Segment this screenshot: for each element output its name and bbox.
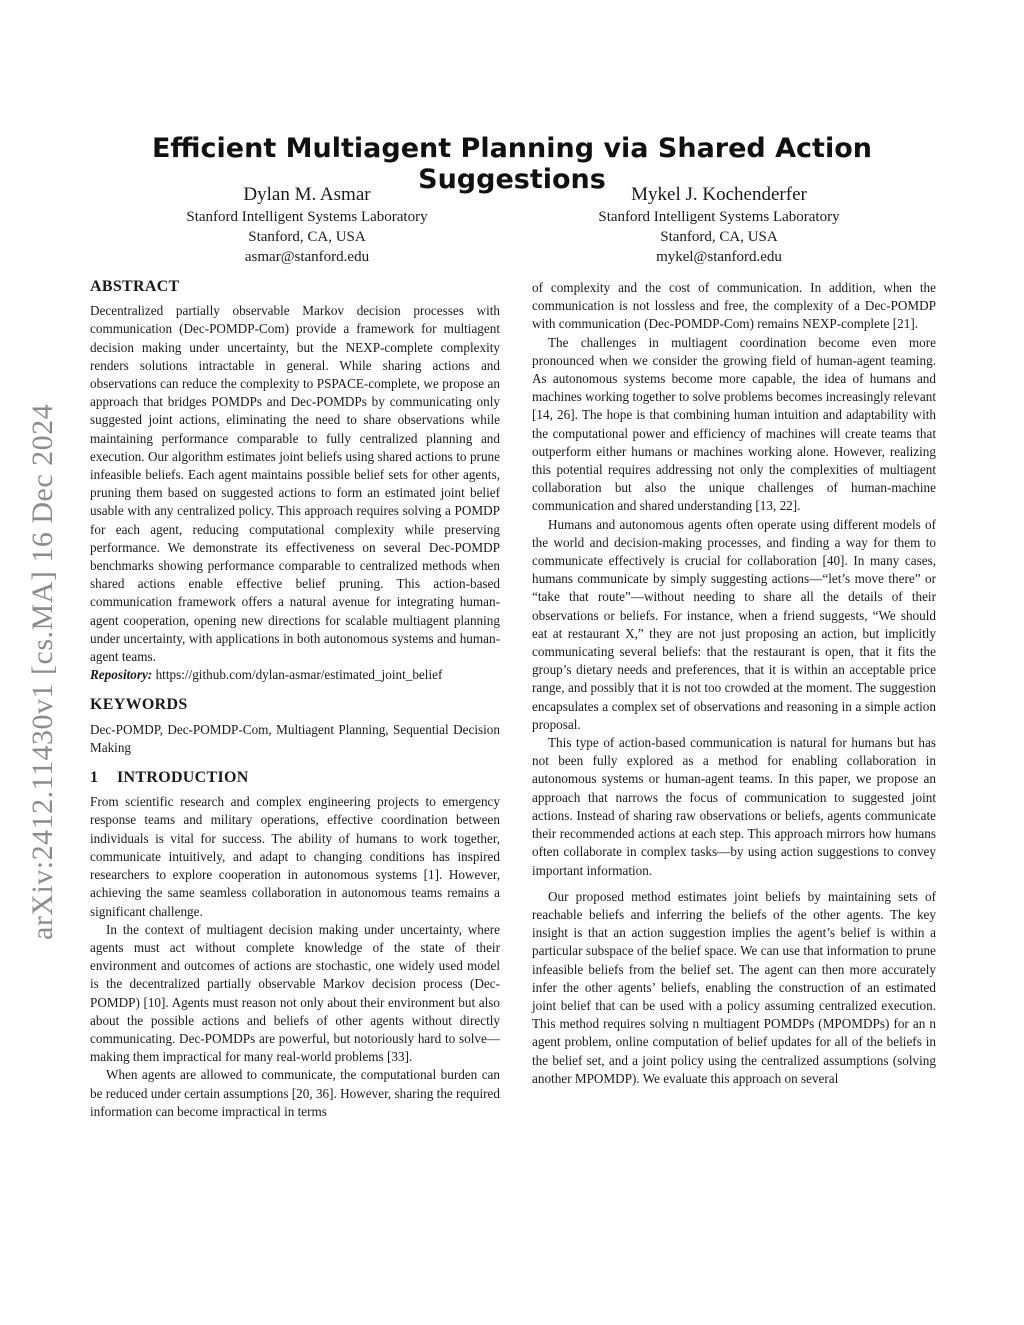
- author-affiliation: Stanford Intelligent Systems Laboratory: [598, 209, 840, 225]
- author-block-1: [127, 183, 487, 267]
- intro-paragraph: From scientific research and complex engineering projects to emergency response teams and military operations, effective coordination between individuals is vital for success. The ability of humans to work together, communicate intuitively, and adapt to changing conditions has inspired researchers to explore cooperation in autonomous systems [1]. However, achieving the same seamless collaboration in autonomous teams remains a significant challenge.: [90, 794, 500, 919]
- intro-paragraph: In the context of multiagent decision making under uncertainty, where agents must act without complete knowledge of the state of their environment and outcomes of actions are stochastic, one widely used model is the decentralized partially observable Markov decision process (Dec-POMDP) [10]. Agents must reason not only about their environment but also about the possible actions and beliefs of other agents without directly communicating. Dec-POMDPs are powerful, but notoriously hard to solve—making them impractical for many real-world problems [33].: [90, 921, 500, 1065]
- author-affiliation: Stanford Intelligent Systems Laboratory: [186, 209, 428, 225]
- introduction-heading: [90, 769, 500, 787]
- repository-label: Repository:: [90, 667, 153, 683]
- author-name: Dylan M. Asmar: [243, 184, 371, 205]
- intro-paragraph: When agents are allowed to communicate, the computational burden can be reduced under certain assumptions [20, 36]. However, sharing the required information can become impractical in terms: [90, 1067, 500, 1119]
- section-number: 1: [90, 769, 99, 787]
- keywords-text: Dec-POMDP, Dec-POMDP-Com, Multiagent Planning, Sequential Decision Making: [90, 721, 500, 755]
- left-column: [90, 278, 500, 1121]
- section-title: INTRODUCTION: [117, 769, 249, 787]
- abstract-heading: ABSTRACT: [90, 278, 180, 295]
- paper-title: Efficient Multiagent Planning via Shared Action Suggestions: [151, 133, 872, 195]
- author-email: asmar@stanford.edu: [244, 249, 370, 265]
- author-location: Stanford, CA, USA: [660, 229, 778, 245]
- intro-paragraph: Humans and autonomous agents often operate using different models of the world and decision-making processes, and finding a way for them to communicate effectively is crucial for collaboration [40]. In many cases, humans communicate by simply suggesting actions—“let’s move there” or “take that route”—without needing to share all the details of their observations or beliefs. For instance, when a friend suggests, “We should eat at restaurant X,” they are not just proposing an action, but implicitly communicating several beliefs: that the restaurant is open, that it fits the group’s dietary needs and preferences, that it is within an acceptable price range, and possibly that it is not too crowded at the moment. The suggestion encapsulates a complex set of observations and reasoning in a simple action proposal.: [532, 516, 936, 732]
- keywords-heading: KEYWORDS: [90, 696, 188, 714]
- author-location: Stanford, CA, USA: [248, 229, 366, 245]
- intro-paragraph: The challenges in multiagent coordination become even more pronounced when we consider the growing field of human-agent teaming. As autonomous systems become more capable, the idea of humans and machines working together to solve problems becomes increasingly relevant [14, 26]. The hope is that combining human intuition and adaptability with the computational power and efficiency of machines will create teams that outperform either humans or machines working alone. However, realizing this potential requires addressing not only the complexities of multiagent collaboration but also the unique challenges of human-machine communication and shared understanding [13, 22].: [532, 334, 936, 514]
- author-name: Mykel J. Kochenderfer: [631, 184, 807, 205]
- right-column: [532, 279, 936, 1088]
- abstract-text: Decentralized partially observable Markov decision processes with communication (Dec-POMDP-Com) provide a framework for multiagent decision making under uncertainty, but the NEXP-complete complexity renders solutions intractable in general. While sharing actions and observations can reduce the complexity to PSPACE-complete, we propose an approach that bridges POMDPs and Dec-POMDPs by communicating only suggested joint actions, eliminating the need to share observations while maintaining performance comparable to fully centralized planning and execution. Our algorithm estimates joint beliefs using shared actions to prune infeasible beliefs. Each agent maintains possible belief sets for other agents, pruning them based on suggested actions to form an estimated joint belief usable with any centralized policy. This approach requires solving a POMDP for each agent, reducing computational complexity while preserving performance. We demonstrate its effectiveness on several Dec-POMDP benchmarks showing performance comparable to centralized methods when shared actions enable effective belief pruning. This action-based communication framework offers a natural avenue for integrating human-agent cooperation, opening new directions for scalable multiagent planning under uncertainty, with applications in both autonomous systems and human-agent teams.: [90, 303, 500, 665]
- intro-paragraph: of complexity and the cost of communication. In addition, when the communication is not lossless and free, the complexity of a Dec-POMDP with communication (Dec-POMDP-Com) remains NEXP-complete [21].: [532, 280, 936, 332]
- intro-paragraph: This type of action-based communication is natural for humans but has not been fully explored as a method for enabling collaboration in autonomous systems or human-agent teams. In this paper, we propose an approach that narrows the focus of communication to suggested joint actions. Instead of sharing raw observations or beliefs, agents communicate their recommended actions at each step. This approach mirrors how humans often collaborate in complex tasks—by using action suggestions to convey important information.: [532, 735, 936, 878]
- repository-link[interactable]: https://github.com/dylan-asmar/estimated_joint_belief: [155, 667, 443, 683]
- intro-paragraph: Our proposed method estimates joint beliefs by maintaining sets of reachable beliefs and inferring the beliefs of the other agents. The key insight is that an action suggestion implies the agent’s belief is within a particular subspace of the belief space. We can use that information to prune infeasible beliefs from the belief set. The agent can then more accurately infer the other agents’ beliefs, enabling the construction of an estimated joint belief that can be used with a policy assuming centralized execution. This method requires solving n multiagent POMDPs (MPOMDPs) for an n agent problem, online computation of belief updates for all of the beliefs in the belief set, and a joint policy using the centralized assumptions (solving another MPOMDP). We evaluate this approach on several: [532, 888, 936, 1086]
- author-block-2: [539, 183, 899, 267]
- author-email: mykel@stanford.edu: [656, 249, 782, 265]
- arxiv-identifier: arXiv:2412.11430v1 [cs.MA] 16 Dec 2024: [26, 403, 59, 940]
- repository-line: [90, 666, 500, 684]
